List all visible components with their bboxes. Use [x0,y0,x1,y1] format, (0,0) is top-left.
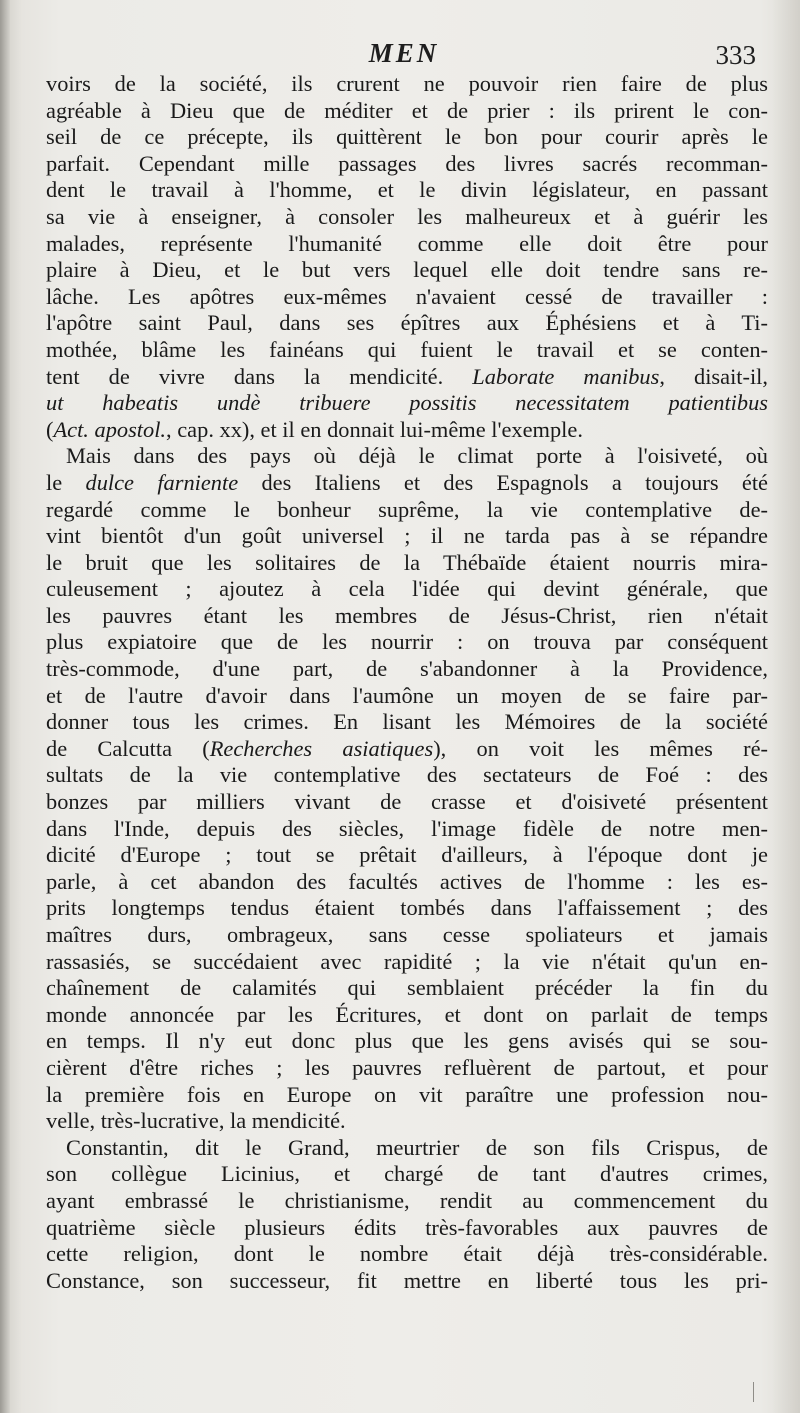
line-text: donner tous les crimes. En lisant les Mémoires de la société [46,709,768,735]
text-line [46,124,768,151]
text-line [46,603,768,630]
text-line [46,1082,768,1109]
line-text-italic: dulce farniente [85,469,239,495]
text-line [46,204,768,231]
text-line [46,1055,768,1082]
page-header [46,38,762,72]
text-line [46,895,768,922]
line-text: le [46,469,86,495]
text-line [46,177,768,204]
line-text: l'apôtre saint Paul, dans ses épîtres aux Éphésiens et à Ti- [46,310,768,336]
line-text: regardé comme le bonheur suprême, la vie contemplative de- [46,496,768,522]
line-text: de Calcutta ( [46,735,210,761]
text-line [46,1268,768,1295]
line-text: parle, à cet abandon des facultés actives de l'homme : les es- [46,868,768,894]
line-text: Constance, son successeur, fit mettre en liberté tous les pri- [46,1267,768,1293]
line-text: son collègue Licinius, et chargé de tant d'autres crimes, [46,1161,768,1187]
line-text: tent de vivre dans la mendicité. [46,363,473,389]
text-line [46,816,768,843]
text-line [46,417,768,444]
line-text-italic: Recherches asiatiques [209,735,434,761]
line-text: plus expiatoire que de les nourrir : on trouva par conséquent [46,629,768,655]
line-text: plaire à Dieu, et le but vers lequel elle doit tendre sans re- [46,257,768,283]
text-line [46,71,768,98]
line-text: cièrent d'être riches ; les pauvres refluèrent de partout, et pour [46,1054,768,1080]
line-text: sultats de la vie contemplative des sectateurs de Foé : des [46,762,768,788]
text-line [46,656,768,683]
text-line [46,257,768,284]
line-text: en temps. Il n'y eut donc plus que les gens avisés qui se sou- [46,1028,768,1054]
text-line [46,762,768,789]
text-line [46,284,768,311]
text-line [46,523,768,550]
body-text [46,71,768,1294]
text-line [46,683,768,710]
text-line [46,1002,768,1029]
line-text: ayant embrassé le christianisme, rendit au commencement du [46,1187,768,1213]
line-text: mothée, blâme les fainéans qui fuient le travail et se conten- [46,336,768,362]
running-head: MEN [368,38,440,68]
page-margin-mark [753,1382,754,1402]
text-line [46,789,768,816]
text-line [46,1161,768,1188]
page-number: 333 [715,40,756,70]
line-text: des Italiens et des Espagnols a toujours été [238,469,768,495]
line-text: , disait-il, [659,363,768,389]
line-text: ( [46,416,54,442]
text-line [46,736,768,763]
text-line [46,709,768,736]
line-text: bonzes par milliers vivant de crasse et d'oisiveté présentent [46,789,768,815]
line-text: prits longtemps tendus étaient tombés dans l'affaissement ; des [46,895,768,921]
text-line [46,576,768,603]
line-text: les pauvres étant les membres de Jésus-Christ, rien n'était [46,602,768,628]
line-text: velle, très-lucrative, la mendicité. [46,1108,346,1134]
line-text: , cap. xx), et il en donnait lui-même l'exemple. [166,416,583,442]
line-text-italic: ut habeatis undè tribuere possitis necessitatem patientibus [46,390,768,416]
text-line [46,310,768,337]
text-line [46,1241,768,1268]
line-text: parfait. Cependant mille passages des livres sacrés recomman- [46,150,768,176]
text-line [46,337,768,364]
text-line [46,443,768,470]
text-line [46,1135,768,1162]
line-text: dent le travail à l'homme, et le divin législateur, en passant [46,177,768,203]
line-text: très-commode, d'une part, de s'abandonner à la Providence, [46,656,768,682]
line-text: malades, représente l'humanité comme elle doit être pour [46,230,768,256]
text-line [46,98,768,125]
text-line [46,629,768,656]
line-text: culeusement ; ajoutez à cela l'idée qui devint générale, que [46,576,768,602]
text-line [46,470,768,497]
line-text: ), on voit les mêmes ré- [433,735,768,761]
line-text: rassasiés, se succédaient avec rapidité ; la vie n'était qu'un en- [46,948,768,974]
line-text: lâche. Les apôtres eux-mêmes n'avaient cessé de travailler : [46,283,768,309]
line-text: dans l'Inde, depuis des siècles, l'image fidèle de notre men- [46,815,768,841]
text-line [46,390,768,417]
line-text: la première fois en Europe on vit paraître une profession nou- [46,1081,768,1107]
text-line [46,151,768,178]
text-line [46,497,768,524]
text-line [46,1188,768,1215]
text-line [46,550,768,577]
line-text: Constantin, dit le Grand, meurtrier de son fils Crispus, de [66,1134,768,1160]
line-text: monde annoncée par les Écritures, et dont on parlait de temps [46,1001,768,1027]
line-text: agréable à Dieu que de méditer et de prier : ils prirent le con- [46,97,768,123]
line-text: seil de ce précepte, ils quittèrent le bon pour courir après le [46,124,768,150]
line-text-italic: Act. apostol. [53,416,167,442]
text-line [46,1215,768,1242]
text-line [46,1108,768,1135]
page-edge-shading [772,0,800,1413]
line-text: le bruit que les solitaires de la Thébaïde étaient nourris mira- [46,549,768,575]
line-text: et de l'autre d'avoir dans l'aumône un moyen de se faire par- [46,682,768,708]
text-line [46,922,768,949]
line-text: dicité d'Europe ; tout se prêtait d'ailleurs, à l'époque dont je [46,842,768,868]
line-text-italic: Laborate manibus [472,363,660,389]
text-line [46,975,768,1002]
line-text: voirs de la société, ils crurent ne pouvoir rien faire de plus [46,71,768,96]
text-line [46,1028,768,1055]
text-line [46,231,768,258]
line-text: chaînement de calamités qui semblaient précéder la fin du [46,975,768,1001]
line-text: vint bientôt d'un goût universel ; il ne tarda pas à se répandre [46,523,768,549]
text-line [46,364,768,391]
line-text: maîtres durs, ombrageux, sans cesse spoliateurs et jamais [46,922,768,947]
line-text: sa vie à enseigner, à consoler les malheureux et à guérir les [46,203,768,229]
page-gutter-shadow [0,0,10,1413]
text-line [46,949,768,976]
text-line [46,842,768,869]
line-text: cette religion, dont le nombre était déjà très-considérable. [46,1241,768,1267]
line-text: quatrième siècle plusieurs édits très-favorables aux pauvres de [46,1214,768,1240]
line-text: Mais dans des pays où déjà le climat porte à l'oisiveté, où [66,443,768,469]
text-line [46,869,768,896]
